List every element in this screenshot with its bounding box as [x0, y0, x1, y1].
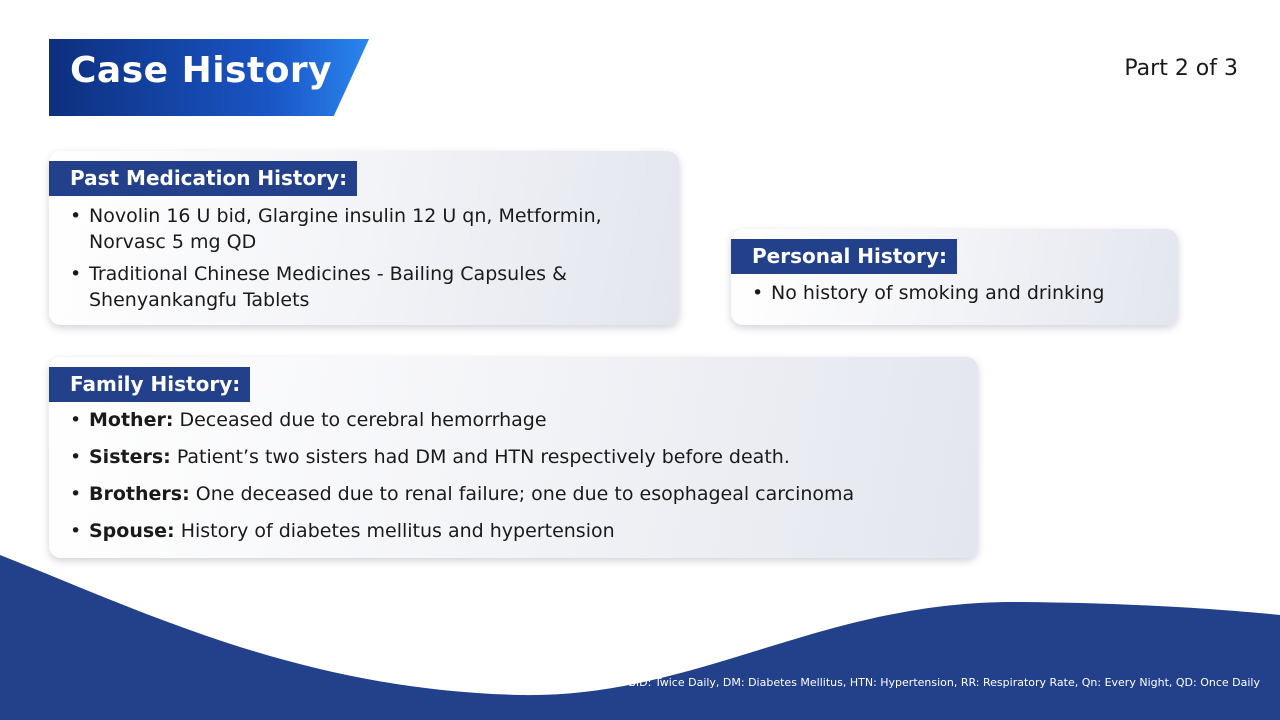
list-item	[70, 444, 960, 470]
relation-text: History of diabetes mellitus and hypertension	[180, 520, 615, 542]
relation-label: Mother:	[89, 409, 174, 431]
family-history-card	[49, 357, 978, 558]
family-history-header: Family History:	[49, 367, 250, 402]
past-medication-card	[49, 151, 679, 325]
bullet-icon: •	[752, 282, 764, 304]
footer-wave	[0, 540, 1280, 720]
bullet-icon: •	[70, 205, 82, 227]
abbreviation-footnote: BID: Twice Daily, DM: Diabetes Mellitus, HTN: Hypertension, RR: Respiratory Rate, Qn: Every Night, QD: Once Daily	[628, 676, 1260, 689]
bullet-icon: •	[70, 446, 82, 468]
bullet-icon: •	[70, 409, 82, 431]
relation-text: Deceased due to cerebral hemorrhage	[179, 409, 547, 431]
relation-text: One deceased due to renal failure; one due to esophageal carcinoma	[195, 483, 855, 505]
bullet-icon: •	[70, 263, 82, 285]
relation-text: Patient’s two sisters had DM and HTN respectively before death.	[176, 446, 790, 468]
part-indicator: Part 2 of 3	[1124, 56, 1238, 81]
personal-history-card	[731, 229, 1178, 325]
bullet-icon: •	[70, 520, 82, 542]
bullet-icon: •	[70, 483, 82, 505]
past-medication-list	[70, 203, 655, 313]
page-title: Case History	[70, 50, 333, 91]
list-item: • Traditional Chinese Medicines - Bailing Capsules & Shenyankangfu Tablets	[70, 263, 567, 311]
list-item: • No history of smoking and drinking	[752, 282, 1105, 304]
relation-label: Brothers:	[89, 483, 190, 505]
relation-label: Sisters:	[89, 446, 171, 468]
personal-history-header: Personal History:	[731, 239, 957, 274]
family-history-list	[70, 407, 960, 555]
relation-label: Spouse:	[89, 520, 175, 542]
personal-history-list	[752, 280, 1172, 306]
list-item	[70, 481, 960, 507]
list-item	[70, 407, 960, 433]
list-item: • Novolin 16 U bid, Glargine insulin 12 U qn, Metformin, Norvasc 5 mg QD	[70, 205, 602, 253]
past-medication-header: Past Medication History:	[49, 161, 357, 196]
